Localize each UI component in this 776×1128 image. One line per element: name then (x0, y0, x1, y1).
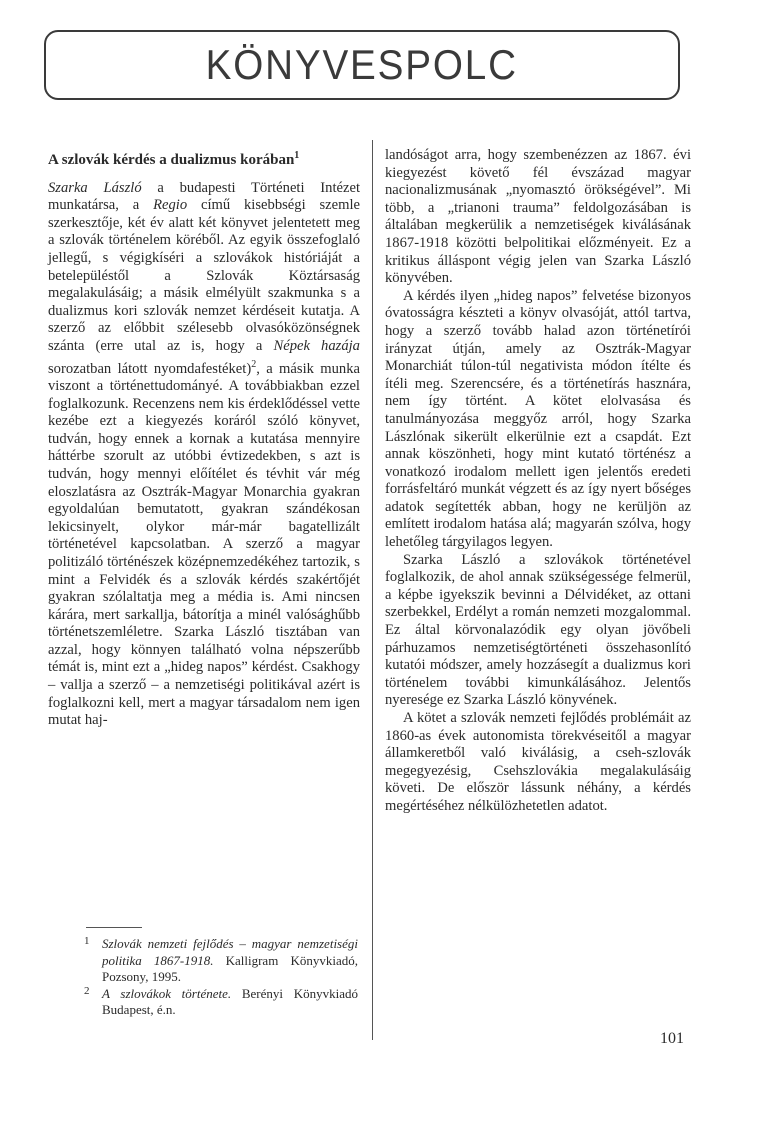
left-column (48, 147, 360, 730)
article-title-text: A szlovák kérdés a dualizmus korában (48, 152, 295, 168)
article-title-footnote-ref: 1 (294, 150, 300, 161)
text-run: , a másik munka viszont a történettudományé. A továbbiakban ezzel foglalkozunk. Recenzens nem kis érdeklődéssel vette kezébe ezt a kiegyezés koráról szóló könyvet, tudván, hogy ennek a kornak a kutatása mennyire háttérbe szorult az utóbbi évtizedekben, s azt is tudván, hogy mennyi előítélet és tévhit vár még eloszlatásra az Osztrák-Magyar Monarchia gyakran egyoldalúan bemutatott, gyakran szándékosan lekicsinyelt, olykor már-már bagatellizált történetével kapcsolatban. A szerző a magyar politizáló történészek középnemzedékéhez tartozik, s mint a Felvidék és a szlovák kérdés szakértőjét gyakran szólaltatja meg a média is. Ami nincsen kárára, mert sarkallja, bátorítja a minél valósághűbb történetszemléletre. Szarka László tisztában van azzal, hogy könnyen található volna népszerűbb témát is, mint ezt a „hideg napos” kérdést. Csakhogy – vallja a szerző – a nemzetiségi politikával azért is foglalkozni kell, mert a magyar társadalom nem igen mutat haj- (48, 360, 361, 729)
footnotes (84, 936, 358, 1019)
left-paragraph (48, 180, 360, 730)
footnote-separator (86, 927, 142, 928)
footnote-text: Berényi Könyvkiadó Budapest, é.n. (102, 985, 358, 1018)
section-title: KÖNYVESPOLC (205, 41, 519, 88)
section-banner (44, 30, 680, 100)
right-paragraph-1: landóságot arra, hogy szembenézzen az 1867. évi kiegyezést követő fél évszázad magyar nacionalizmusának „nyomasztó örökségével”. Mi több, a „trianoni trauma” feldolgozásában is általában megkerülik a nemzetiségek kiválásának 1867-1918 közötti belpolitikai előzményeit. Ez a kritikus álláspont végig jelen van Szarka László könyvében. (385, 147, 691, 287)
column-divider (372, 140, 373, 1040)
footnote-text: Kalligram Könyvkiadó, Pozsony, 1995. (102, 952, 358, 985)
text-run: című kisebbségi szemle szerkesztője, két év alatt két könyvet jelentetett meg a szlovák történelem köréből. Az egyik összefoglaló jellegű, s végigkíséri a szlovákok históriáját a betelepüléstől a Szlovák Köztársaság megalakulásáig; a másik elmélyült szakmunka s a dualizmus kori szlovák nemzet kérdéseit kutatja. A szerző az előbbit szélesebb olvasóközönségnek szánta (erre utal az is, hogy a (48, 197, 360, 354)
right-paragraph-2: A kérdés ilyen „hideg napos” felvetése bizonyos óvatosságra készteti a könyv olvasóját, attól tartva, hogy a szerző tovább halad azon történetírói irányzat útján, amely az Osztrák-Magyar Monarchiát túlon-túl negativista módon ítélte és ítéli meg. Szerencsére, és a történetírás hasznára, nem így történt. A kötet elolvasása és tanulmányozása meggyőz arról, hogy Szarka Lászlónak sikerült elkerülnie ezt a csapdát. Ezt annak köszönheti, hogy mint kutató történész a vonatkozó irodalom mellett igen jelentős eredeti forrásfeltáró munkát végzett és az így nyert bőséges adatok segítették abban, hogy ne kerüljön az említett irodalom hatása alá; magyarán szólva, hogy lehetőleg tárgyilagos legyen. (385, 287, 691, 551)
text-run: a budapesti Történeti Intézet munkatársa, a (48, 179, 360, 214)
series-name: Népek hazája (273, 337, 360, 354)
right-paragraph-4: A kötet a szlovák nemzeti fejlődés problémáit az 1860-as évek autonomista törekvéseitől a magyar államkeretből való kiválásig, a cseh-szlovák megegyezésig, Csehszlovákia megalakulásáig követi. De először lássunk néhány, a kérdés megértéséhez nélkülözhetetlen adatot. (385, 710, 691, 814)
article-title (48, 147, 360, 170)
footnote-title: Szlovák nemzeti fejlődés – magyar nemzetiségi politika 1867-1918. (102, 936, 358, 968)
right-column (385, 147, 691, 816)
page-number: 101 (660, 1030, 684, 1047)
right-paragraph-3: Szarka László a szlovákok történetével foglalkozik, de ahol annak szükségessége felmerül, a képbe igyekszik bevinni a Délvidéket, az ottani szerbekkel, Erdélyt a román nemzeti mozgalommal. Ez által körvonalazódik egy olyan jövőbeli párhuzamos nemzetiségtörténeti összehasonlító kutatói módszer, amely hozzásegít a dualizmus kori történelem további kimunkálásához. Jelentős nyeresége ez Szarka László könyvének. (385, 551, 691, 709)
journal-name: Regio (153, 197, 188, 214)
author-name: Szarka László (48, 179, 142, 196)
footnote-ref: 2 (251, 358, 257, 370)
footnote (84, 986, 358, 1019)
footnote-title: A szlovákok története. (102, 985, 232, 1001)
footnote-number: 2 (84, 984, 90, 997)
footnote-number: 1 (84, 935, 90, 947)
text-run: sorozatban látott nyomdafestéket) (48, 360, 252, 377)
footnote (84, 936, 358, 986)
